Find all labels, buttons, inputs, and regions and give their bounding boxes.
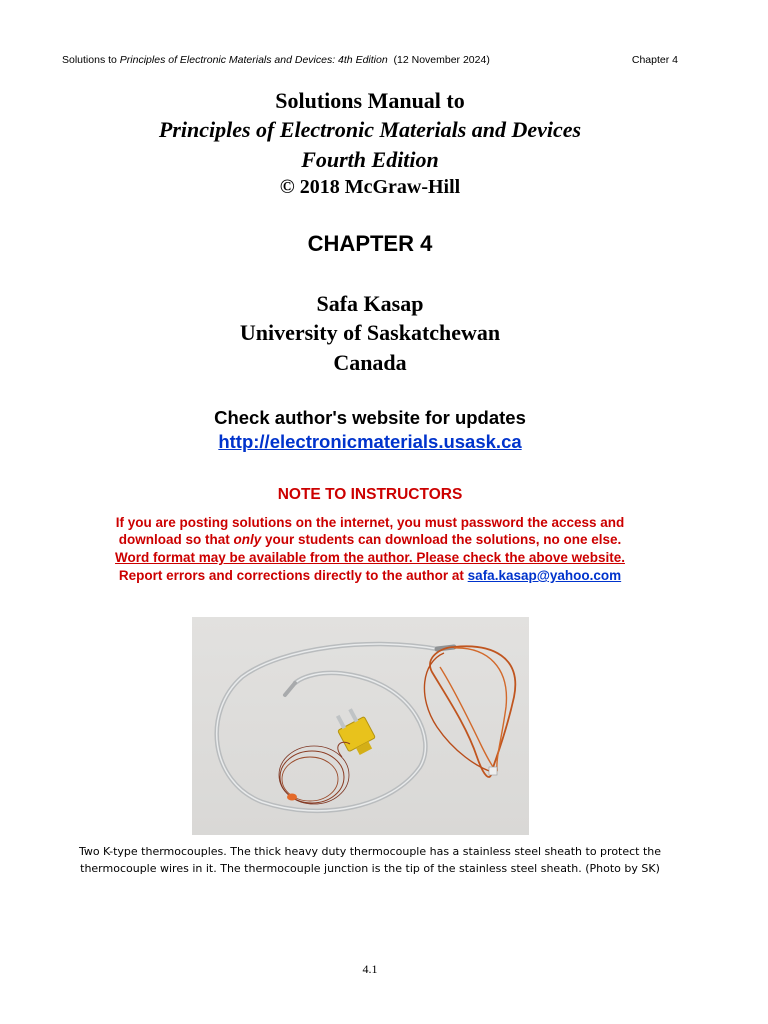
title-book: Principles of Electronic Materials and Devices bbox=[158, 117, 582, 142]
caption-line-2: thermocouple wires in it. The thermocouple junction is the tip of the stainless steel sheath. (Photo by SK) bbox=[80, 862, 660, 875]
website-label: Check author's website for updates bbox=[214, 407, 526, 428]
note-title: NOTE TO INSTRUCTORS bbox=[277, 486, 463, 503]
note-line-2-post: your students can download the solutions, no one else. bbox=[261, 532, 622, 547]
email-link[interactable]: safa.kasap@yahoo.com bbox=[467, 568, 622, 583]
thermocouple-photo bbox=[192, 617, 529, 835]
title-line-1: Solutions Manual to bbox=[275, 88, 465, 113]
caption-line-1: Two K-type thermocouples. The thick heavy duty thermocouple has a stainless steel sheath to protect the bbox=[78, 845, 662, 858]
website-line bbox=[0, 431, 740, 453]
title-copyright: © 2018 McGraw-Hill bbox=[279, 176, 461, 198]
photo-caption bbox=[40, 843, 700, 877]
title-edition: Fourth Edition bbox=[301, 147, 439, 172]
header-book-title: Principles of Electronic Materials and Devices: 4th Edition bbox=[119, 54, 388, 66]
thermocouple-illustration bbox=[192, 617, 529, 835]
author-name: Safa Kasap bbox=[316, 291, 424, 316]
header-prefix: Solutions to bbox=[62, 54, 120, 66]
note-line-3: Word format may be available from the author. Please check the above website. bbox=[115, 550, 625, 565]
note-emphasis: only bbox=[233, 532, 262, 547]
author-university: University of Saskatchewan bbox=[239, 320, 501, 345]
header-date: (12 November 2024) bbox=[393, 54, 490, 66]
note-line-4-pre: Report errors and corrections directly to the author at bbox=[118, 568, 468, 583]
note-line-4 bbox=[0, 567, 740, 585]
website-link[interactable]: http://electronicmaterials.usask.ca bbox=[218, 431, 522, 452]
page-number: 4.1 bbox=[362, 962, 378, 976]
author-country: Canada bbox=[333, 350, 407, 375]
note-line-2 bbox=[0, 531, 740, 549]
header-chapter: Chapter 4 bbox=[631, 54, 678, 66]
running-header bbox=[62, 54, 678, 66]
note-line-1: If you are posting solutions on the internet, you must password the access and bbox=[115, 515, 625, 530]
chapter-heading: CHAPTER 4 bbox=[307, 231, 433, 256]
note-line-2-pre: download so that bbox=[118, 532, 234, 547]
